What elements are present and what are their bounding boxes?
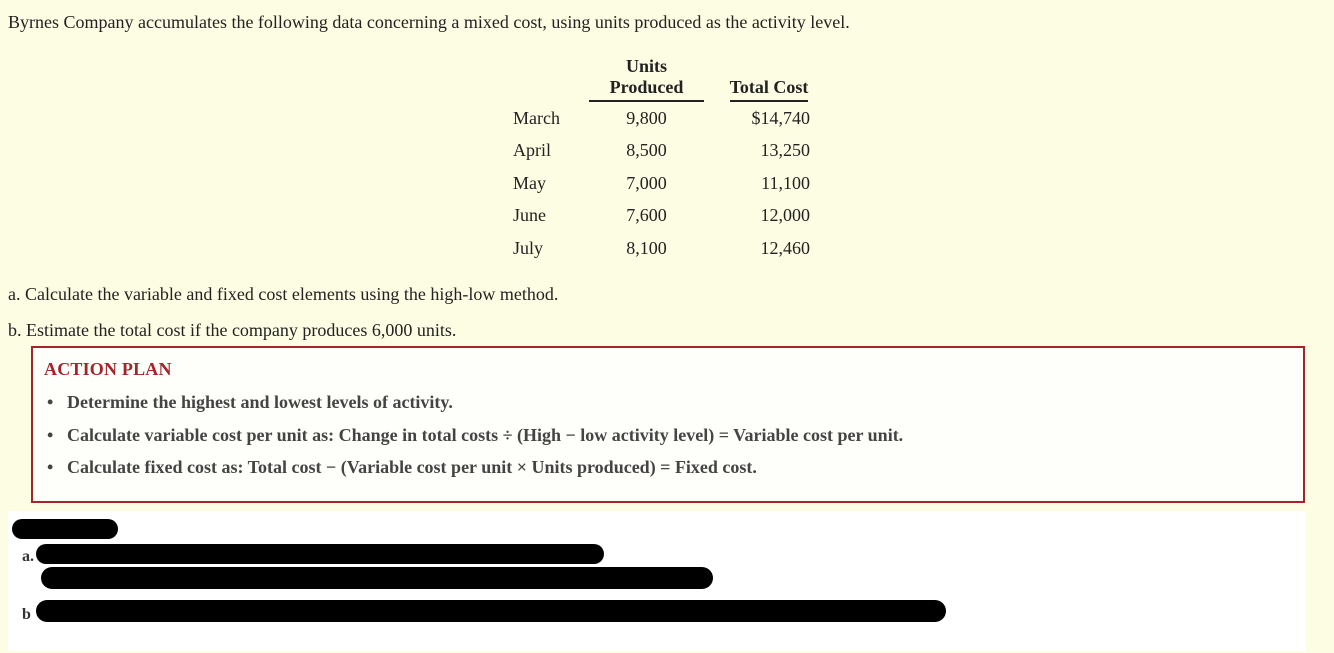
table-row [506,232,824,265]
action-plan-item: • Calculate fixed cost as: Total cost − (Variable cost per unit × Units produced) = Fixed cost. [47,457,757,477]
cost-cell: 12,000 [760,205,810,226]
solution-panel [8,511,1306,651]
data-table [506,56,824,265]
cost-cell: $14,740 [751,107,810,128]
question-b: b. Estimate the total cost if the company produces 6,000 units. [8,320,457,340]
table-row [506,200,824,233]
action-plan-title: ACTION PLAN [44,359,172,379]
action-plan-item: • Determine the highest and lowest levels of activity. [47,392,453,412]
header-month [506,56,579,102]
cost-cell: 13,250 [760,140,810,161]
redaction-bar [36,544,604,564]
table-row [506,167,824,200]
header-total-cost: Total Cost [714,56,824,102]
action-plan-box [31,346,1305,503]
action-plan-item: • Calculate variable cost per unit as: Change in total costs ÷ (High − low activity level) = Variable cost per unit. [47,424,904,445]
redaction-bar [12,519,118,539]
month-cell: June [513,205,546,226]
solution-label-a: a. [22,548,34,565]
header-units-produced: Units Produced [579,56,714,102]
table-row [506,135,824,168]
redaction-bar [41,567,713,589]
bullet-icon: • [47,424,54,445]
solution-label-b: b [22,606,31,623]
table-header-row [506,56,824,102]
table-row [506,102,824,135]
month-cell: March [513,107,560,128]
cost-cell: 12,460 [760,237,810,258]
redaction-bar [36,600,946,622]
month-cell: May [513,172,546,193]
bullet-icon: • [47,457,54,477]
question-a: a. Calculate the variable and fixed cost elements using the high-low method. [8,284,559,304]
month-cell: April [513,140,551,161]
units-cell: 7,000 [626,172,667,193]
action-plan-list [47,390,903,488]
units-cell: 9,800 [626,107,667,128]
units-cell: 8,500 [626,140,667,161]
bullet-icon: • [47,392,54,412]
month-cell: July [513,237,544,258]
units-cell: 7,600 [626,205,667,226]
units-cell: 8,100 [626,237,667,258]
cost-cell: 11,100 [761,172,810,193]
problem-intro: Byrnes Company accumulates the following data concerning a mixed cost, using units produced as the activity level. [8,12,850,32]
